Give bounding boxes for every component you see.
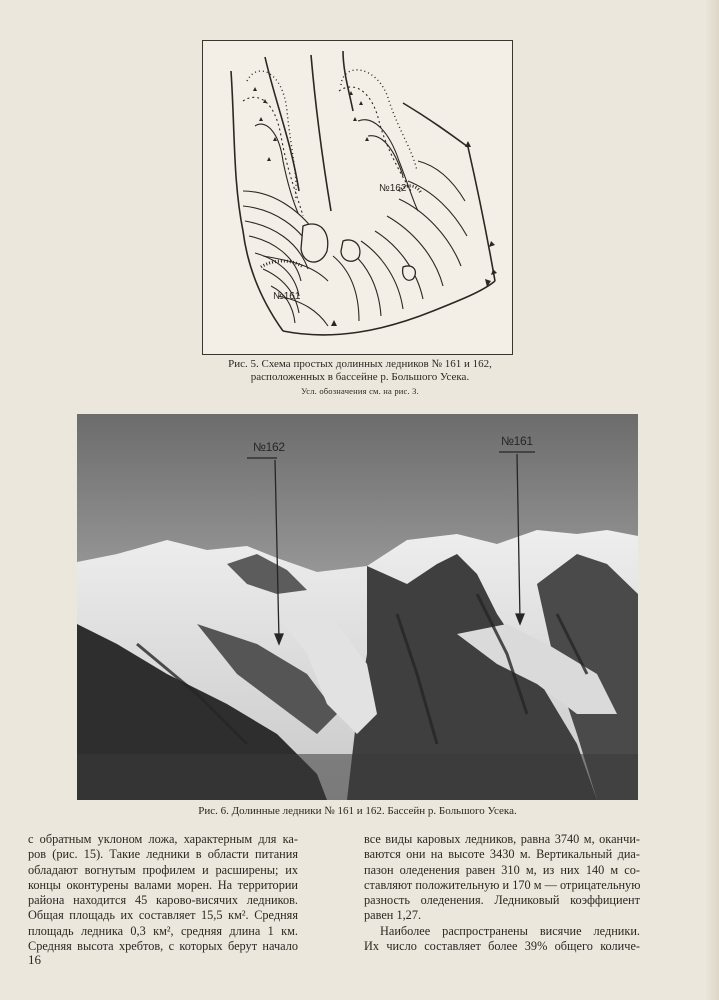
body-line: ставляют положительную и 170 м — отрицательную [364, 877, 641, 892]
mountain-photo [77, 414, 638, 800]
figure-6-caption: Рис. 6. Долинные ледники № 161 и 162. Бассейн р. Большого Усека. [198, 805, 517, 817]
page-number: 16 [28, 952, 41, 967]
glacier-schema-drawing [203, 41, 511, 353]
figure-5-caption-line-1: Рис. 5. Схема простых долинных ледников № 161 и 162, [228, 358, 492, 370]
body-column-left [28, 832, 298, 954]
figure-5-caption-line-2: расположенных в бассейне р. Большого Усека. [250, 371, 470, 383]
body-line: концы оконтурены валами морен. На территории [28, 877, 298, 892]
photo-marker-161: №161 [501, 434, 533, 448]
body-line: все виды каровых ледников, равна 3740 м, оканчи- [364, 832, 640, 846]
body-line: Их число составляет более 39% общего количе- [364, 939, 640, 954]
label-162: №162 [379, 183, 407, 194]
body-line: с обратным уклоном ложа, характерным для ка- [28, 832, 298, 846]
body-line: разность оледенения. Ледниковый коэффициент [364, 893, 640, 908]
body-line: Общая площадь их составляет 15,5 км². Средняя [28, 908, 298, 923]
body-line: ров (рис. 15). Такие ледники в области питания [28, 847, 298, 862]
label-161: №161 [273, 291, 301, 302]
figure-5-legend-note: Усл. обозначения см. на рис. 3. [301, 386, 419, 396]
body-line: равен 1,27. [364, 908, 422, 923]
body-line: района находится 45 карово-висячих ледников. [28, 893, 298, 908]
body-line: ваются они на высоте 3430 м. Вертикальный диа- [364, 847, 640, 862]
body-column-right [364, 832, 640, 954]
figure-5-caption [150, 358, 570, 384]
photo-marker-162: №162 [253, 440, 285, 454]
page-edge [705, 0, 719, 1000]
body-line: обладают вогнутым профилем и расширены; их [28, 862, 298, 877]
body-line: Наиболее распространены висячие ледники. [380, 923, 640, 938]
figure-6-photo [77, 414, 638, 800]
body-line: площадь ледника 0,3 км², средняя длина 1 км. [28, 923, 298, 938]
body-line: пазон оледенения равен 310 м, из них 140 м со- [364, 862, 640, 877]
figure-5-schema [202, 40, 513, 355]
body-line: Средняя высота хребтов, с которых берут начало [28, 939, 298, 954]
